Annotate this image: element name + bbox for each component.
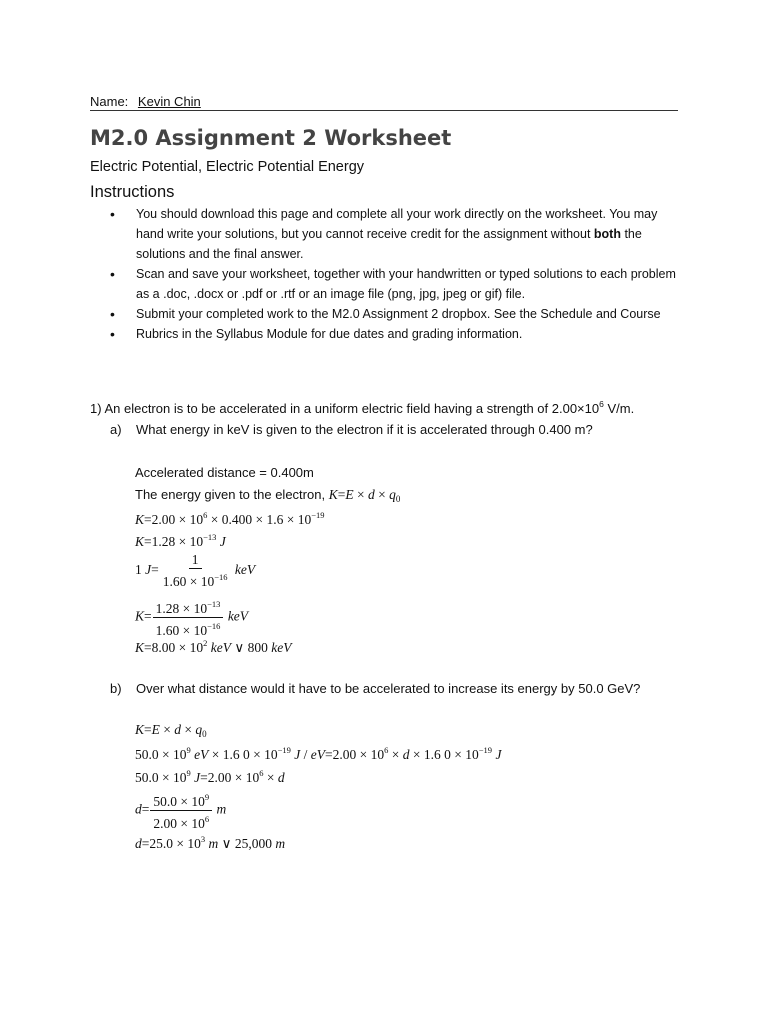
instructions-list: [110, 204, 680, 344]
equation-b-4: d= $\frac{50.0 \times 10^9}{2.00 \times 10^6}$ m: [135, 789, 226, 832]
instructions-heading: Instructions: [90, 183, 175, 201]
equation-a-5: $K=8.00 \times 10^2$ keV ∨ 800 keV: [135, 638, 292, 655]
solution-a-line-2: [135, 487, 400, 504]
instruction-bold-text: both: [593, 227, 621, 241]
solution-a-line-1: Accelerated distance = 0.400m: [135, 465, 314, 480]
name-value: Kevin Chin: [137, 94, 201, 109]
instruction-text: You should download this page and complete all your work directly on the worksheet. You may hand write your solutions, but you cannot receive credit for the assignment without: [136, 207, 658, 241]
equation-a-1: $K=2.00 \times 10^6 \times 0.400 \times 1.6 \times 10^{-19}$: [135, 510, 325, 527]
question-text: 1) An electron is to be accelerated in a uniform electric field having a strength of 2.00×10: [90, 401, 600, 416]
equation: $K=E \times d \times q_0$: [328, 487, 401, 504]
page-subtitle: Electric Potential, Electric Potential Energy: [90, 159, 365, 175]
fraction: $\frac{50.0 \times 10^9}{2.00 \times 10^6}$: [150, 789, 212, 832]
question-1b-letter: b): [110, 681, 122, 696]
fraction: $\frac{1}{1.60 \times 10^{-16}}$: [162, 552, 228, 589]
solution-text: The energy given to the electron,: [135, 487, 329, 502]
instruction-item: • Rubrics in the Syllabus Module for due dates and grading information.: [110, 324, 680, 344]
question-1b-text: Over what distance would it have to be accelerated to increase its energy by 50.0 GeV?: [136, 681, 641, 696]
equation-a-2: $K=1.28 \times 10^{-13}$ J: [135, 532, 226, 549]
question-exponent: 6: [599, 399, 604, 409]
question-text: V/m.: [603, 401, 635, 416]
equation-b-5: $d=25.0 \times 10^3$ m ∨ 25,000 m: [135, 834, 286, 851]
question-1a-text: What energy in keV is given to the electron if it is accelerated through 0.400 m?: [136, 422, 593, 437]
instruction-item: • Scan and save your worksheet, together with your handwritten or typed solutions to each problem as a .doc, .docx or .pdf or .rtf or an image file (png, jpg, jpeg or gif) file.: [110, 264, 680, 304]
equation-a-4: K= $\frac{1.28 \times 10^{-13}}{1.60 \times 10^{-16}}$ keV: [135, 596, 248, 639]
equation-b-2: $50.0 \times 10^9$ eV × 1.6 $0 \times 10^{-19}$ $J / eV=2.00 \times 10^6 \times d \times 1.6$ $0 \times 10^{-19}$ J: [135, 745, 502, 762]
instruction-item: [110, 204, 680, 264]
page-title: M2.0 Assignment 2 Worksheet: [90, 126, 452, 150]
question-1-stem: [90, 399, 634, 416]
question-1a-letter: a): [110, 422, 122, 437]
name-line: [90, 94, 678, 111]
fraction: $\frac{1.28 \times 10^{-13}}{1.60 \times 10^{-16}}$: [153, 596, 224, 639]
name-label: Name:: [90, 94, 129, 109]
equation-b-1: $K=E \times d \times q_0$: [135, 722, 207, 739]
instruction-text: the solutions and the final answer.: [136, 227, 642, 261]
instruction-item: • Submit your completed work to the M2.0 Assignment 2 dropbox. See the Schedule and Course: [110, 304, 680, 324]
equation-b-3: $50.0 \times 10^9$ $J=2.00 \times 10^6 \times d$: [135, 768, 285, 785]
equation-a-3: 1 J= $\frac{1}{1.60 \times 10^{-16}}$ keV: [135, 552, 256, 589]
